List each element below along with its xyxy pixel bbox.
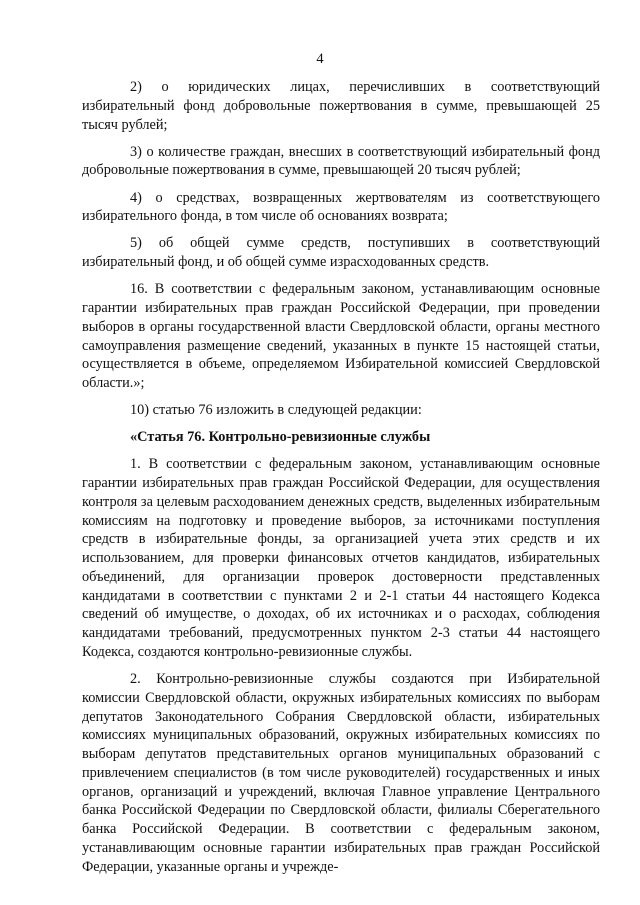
page-number: 4 xyxy=(316,51,324,67)
list-item-2-legal-entities: 2) о юридических лицах, перечисливших в соответствующий избирательный фонд добровольные пожертвования в сумме, превышающей 25 тысяч рублей; xyxy=(82,79,600,133)
article-76-clause-1: 1. В соответствии с федеральным законом, устанавливающим основные гарантии избирательных прав граждан Российской Федерации, для осуществления контроля за целевым расходованием денежных средств, выделенных избирательным комиссиям на подготовку и проведение выборов, за источниками поступления средств в избирательные фонды, за организацией учета этих средств и их использованием, для проверки финансовых отчетов кандидатов, избирательных объединений, для организации проверок достоверности представленных кандидатами в соответствии с пунктами 2 и 2-1 статьи 44 настоящего Кодекса сведений об имуществе, о доходах, об их источниках и о расходах, соблюдения кандидатами требований, предусмотренных пунктом 2-3 статьи 44 настоящего Кодекса, создаются контрольно-ревизионные службы. xyxy=(82,456,600,660)
document-body xyxy=(82,78,600,885)
article-76-clause-2: 2. Контрольно-ревизионные службы создаются при Избирательной комиссии Свердловской области, окружных избирательных комиссиях по выборам депутатов Законодательного Собрания Свердловской области, избирательных комиссиях муниципальных образований, окружных избирательных комиссиях по выборам депутатов представительных органов муниципальных образований с привлечением специалистов (в том числе руководителей) государственных и иных органов, организаций и учреждений, включая Главное управление Центрального банка Российской Федерации по Свердловской области, филиалы Сберегательного банка Российской Федерации. В соответствии с федеральным законом, устанавливающим основные гарантии избирательных прав граждан Российской Федерации, указанные органы и учрежде- xyxy=(82,671,600,875)
amendment-item-10: 10) статью 76 изложить в следующей редакции: xyxy=(130,402,422,419)
article-76-heading: «Статья 76. Контрольно-ревизионные службы xyxy=(130,429,431,446)
list-item-4-returned-funds: 4) о средствах, возвращенных жертвователям из соответствующего избирательного фонда, в том числе об основаниях возврата; xyxy=(82,189,600,225)
list-item-5-total-funds: 5) об общей сумме средств, поступивших в соответствующий избирательный фонд, и об общей сумме израсходованных средств. xyxy=(82,235,600,271)
clause-16: 16. В соответствии с федеральным законом, устанавливающим основные гарантии избирательных прав граждан Российской Федерации, при проведении выборов в органы государственной власти Свердловской области, органы местного самоуправления размещение сведений, указанных в пункте 15 настоящей статьи, осуществляется в объеме, определяемом Избирательной комиссией Свердловской области.»; xyxy=(82,281,600,392)
list-item-3-citizens-count: 3) о количестве граждан, внесших в соответствующий избирательный фонд добровольные пожертвования в сумме, превышающей 20 тысяч рублей; xyxy=(82,143,600,179)
